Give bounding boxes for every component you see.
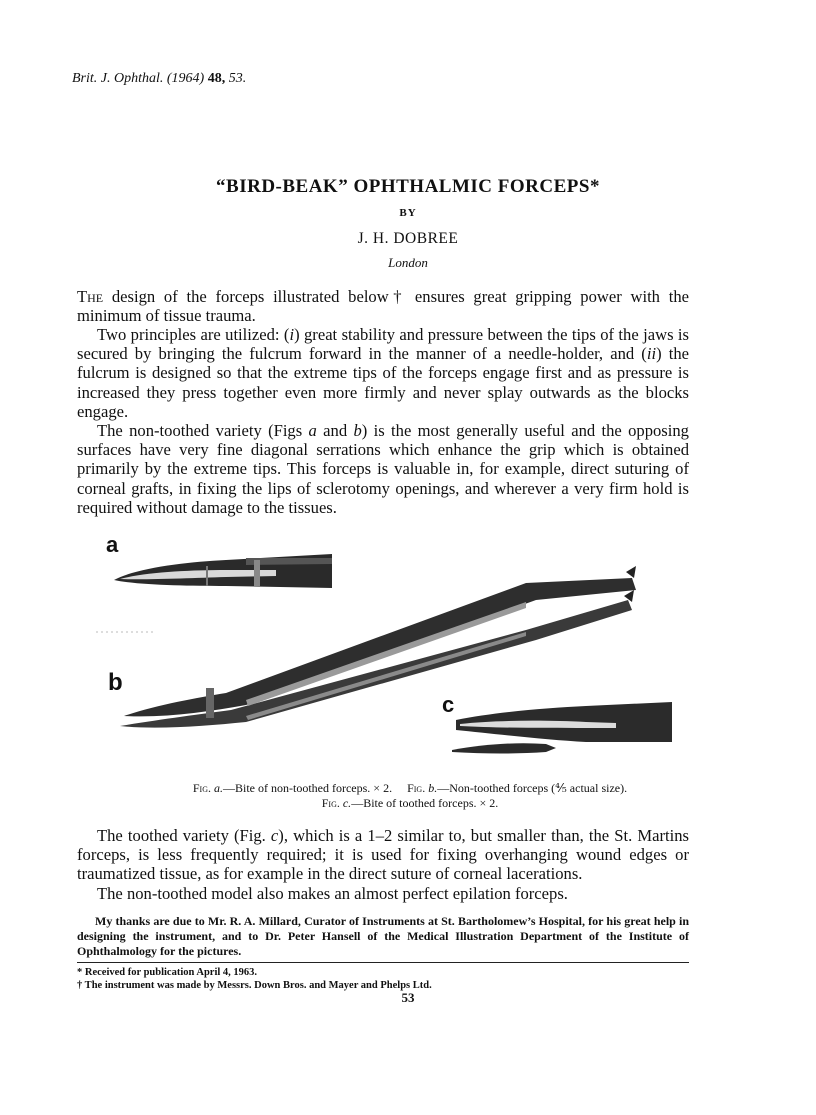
- author-name: J. H. DOBREE: [357, 230, 459, 247]
- caption-b-text: —Non-toothed forceps (⅘ actual size).: [437, 781, 628, 795]
- journal-page-ref: 53.: [228, 71, 247, 86]
- figure-b-photo: [96, 566, 636, 728]
- toothed-text-2: ), which is a 1–2 similar to, but smaller than, the St. Martins forceps, is less frequently required; it is used for fixing overhanging wound edges or traumatized tissue, as for example in the direct suture of corneal lacerations.: [77, 826, 690, 884]
- caption-c-text: —Bite of toothed forceps. × 2.: [351, 796, 499, 810]
- paragraph-principles: [77, 325, 689, 421]
- intro-first-word: The: [77, 287, 104, 306]
- paragraph-toothed: [77, 826, 689, 884]
- byline-by: BY: [399, 207, 417, 219]
- article-title: “BIRD-BEAK” OPHTHALMIC FORCEPS*: [216, 176, 600, 197]
- caption-b-letter: b.: [428, 781, 438, 795]
- footnote-divider: [77, 962, 689, 963]
- footnote-instrument: † The instrument was made by Messrs. Down Bros. and Mayer and Phelps Ltd.: [77, 980, 432, 991]
- caption-b-prefix: Fig.: [407, 781, 426, 795]
- toothed-text-1: The toothed variety (Fig.: [97, 826, 271, 845]
- non-toothed-and: and: [316, 421, 354, 440]
- forceps-photographs: [96, 530, 696, 775]
- fig-ref-c: c: [270, 826, 279, 845]
- page-number: 53: [401, 990, 415, 1005]
- caption-a-letter: a.: [214, 781, 223, 795]
- forceps-figure: [96, 530, 696, 775]
- principles-text-1: Two principles are utilized: (: [97, 325, 290, 344]
- figure-caption: [90, 781, 730, 811]
- fig-ref-b: b: [353, 421, 362, 440]
- caption-a-text: —Bite of non-toothed forceps. × 2.: [223, 781, 393, 795]
- figure-label-b: b: [108, 669, 123, 696]
- non-toothed-text-1: The non-toothed variety (Figs: [97, 421, 309, 440]
- principles-text-3: ) the fulcrum is designed so that the extreme tips of the forceps engage first and as pressure is increased they press together even more firmly and never splay outwards as the blocks engage.: [77, 344, 689, 421]
- non-toothed-text-2: ) is the most generally useful and the opposing surfaces have very fine diagonal serrations which enhance the grip which is obtained primarily by the extreme tips. This forceps is valuable in, for example, direct suturing of corneal grafts, in fixing the lips of sclerotomy openings, and wherever a very firm hold is required without damage to the tissues.: [77, 421, 689, 517]
- paragraph-epilation: [77, 884, 689, 903]
- paragraph-non-toothed: [77, 421, 689, 517]
- figure-a-photo: [114, 554, 332, 588]
- caption-c-letter: c.: [342, 796, 352, 810]
- caption-a-prefix: Fig.: [192, 781, 211, 795]
- figure-label-a: a: [106, 532, 119, 557]
- acknowledgement: My thanks are due to Mr. R. A. Millard, Curator of Instruments at St. Bartholomew’s Hospital, for his great help in designing the instrument, and to Dr. Peter Hansell of the Medical Illustration Department of the Institute of Ophthalmology for the pictures.: [77, 914, 689, 958]
- author-location: London: [388, 255, 428, 270]
- intro-text: design of the forceps illustrated below† ensures great gripping power with the minimum of tissue trauma.: [77, 287, 689, 326]
- epilation-text: The non-toothed model also makes an almost perfect epilation forceps.: [97, 884, 568, 903]
- paragraph-intro: [77, 287, 689, 325]
- figure-label-c: c: [442, 692, 455, 717]
- journal-year: (1964): [166, 71, 205, 86]
- footnote-received: * Received for publication April 4, 1963.: [77, 967, 258, 978]
- principles-numeral-ii: ii: [646, 344, 657, 364]
- figure-c-photo: [452, 702, 672, 754]
- journal-citation: [72, 71, 246, 87]
- fig-ref-a: a: [308, 421, 317, 440]
- journal-volume: 48,: [207, 71, 226, 86]
- caption-c-prefix: Fig.: [321, 796, 340, 810]
- footnotes: [77, 966, 432, 992]
- journal-name: Brit. J. Ophthal.: [72, 71, 164, 86]
- principles-numeral-i: i: [289, 325, 295, 344]
- principles-text-2: ) great stability and pressure between the tips of the jaws is secured by bringing the fulcrum forward in the manner of a needle-holder, and (: [77, 325, 689, 364]
